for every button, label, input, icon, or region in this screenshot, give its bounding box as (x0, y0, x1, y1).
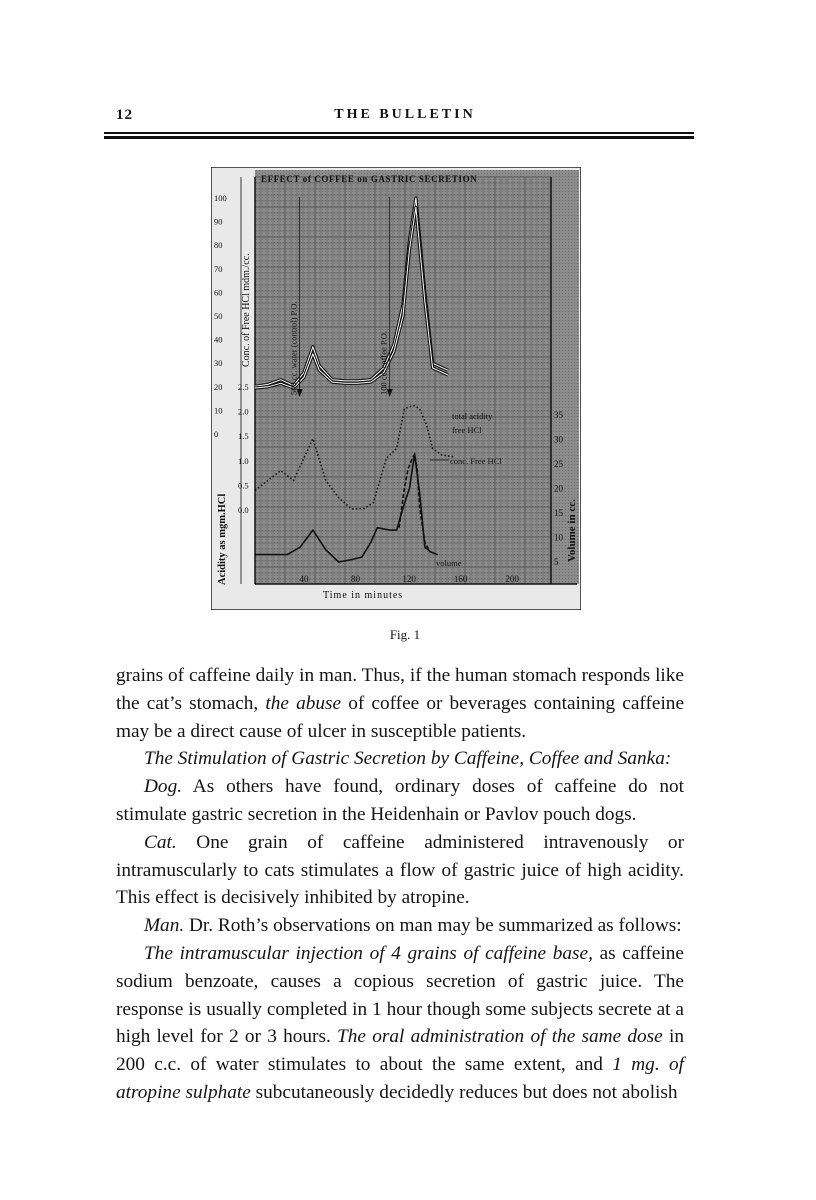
legend-label-free-hcl: free HCl (452, 425, 482, 435)
y-tick-label: 20 (214, 381, 223, 392)
y-right-tick-label: 10 (554, 532, 563, 543)
y-tick-label: 100 (214, 193, 227, 203)
header-rule-thin (104, 132, 694, 134)
y-inner-tick-label: 2.0 (238, 406, 249, 417)
legend-label-conc-free-hcl: conc. Free HCl (450, 456, 502, 466)
y-tick-label: 30 (214, 358, 223, 369)
legend-label-volume: volume (436, 558, 462, 568)
y-inner-tick-label: 2.5 (238, 382, 249, 392)
y-inner-tick-label: 0.0 (238, 505, 249, 515)
paragraph-man: Man. Dr. Roth’s observations on man may be summarized as follows: (144, 915, 682, 937)
x-tick-label: 200 (505, 574, 519, 584)
y-tick-label: 90 (214, 216, 223, 227)
x-axis-label: Time in minutes (323, 590, 404, 601)
paragraph-dog: Dog. As others have found, ordinary doses of caffeine do not stimulate gastric secretion in the Heidenhain or Pavlov pouch dogs. (116, 776, 684, 825)
figure-caption: Fig. 1 (389, 627, 421, 642)
y-axis-label-right: Volume in cc. (566, 499, 578, 562)
y-axis-label-inner: Conc. of Free HCl mdm./cc. (241, 253, 252, 367)
y-tick-label: 40 (214, 334, 223, 345)
y-tick-label: 10 (214, 405, 223, 416)
running-title: THE BULLETIN (334, 107, 476, 122)
y-right-tick-label: 20 (554, 483, 563, 494)
annotation-label: 500 cc. water (control) P.O. (288, 301, 299, 395)
chart-title: EFFECT of COFFEE on GASTRIC SECRETION (261, 174, 478, 184)
y-tick-label: 50 (214, 311, 223, 321)
y-right-tick-label: 35 (554, 410, 563, 420)
y-right-tick-label: 25 (554, 459, 563, 469)
y-right-tick-label: 5 (554, 557, 559, 567)
y-tick-label: 80 (214, 240, 223, 251)
y-inner-tick-label: 1.5 (238, 431, 249, 442)
y-tick-label: 70 (214, 263, 223, 274)
paragraph-injection: The intramuscular injection of 4 grains of caffeine base, as caffeine sodium benzoate, causes a copious secretion of gastric juice. The response is usually completed in 1 hour though some subjects secrete at a high level for 2 or 3 hours. The oral administration of the same dose in 200 c.c. of water stimulates to about the same extent, and 1 mg. of atropine sulphate subcutaneously decidedly reduces but does not abolish (116, 942, 684, 1103)
annotation-label: 100 cc. coffee P.O. (378, 330, 389, 395)
section-heading: The Stimulation of Gastric Secretion by Caffeine, Coffee and Sanka: (144, 748, 672, 770)
article-body (116, 662, 684, 1107)
page-number: 12 (116, 107, 133, 123)
y-axis-label-outer: Acidity as mgm.HCl (217, 493, 228, 585)
paragraph-1: grains of caffeine daily in man. Thus, if the human stomach responds like the cat’s stomach, the abuse of coffee or beverages containing caffeine may be a direct cause of ulcer in susceptible patients. (116, 665, 684, 742)
header-rule-thick (104, 136, 694, 139)
y-right-tick-label: 30 (554, 434, 563, 445)
figure-1 (211, 167, 581, 610)
legend-label-total-acidity: total acidity (452, 411, 493, 421)
y-right-tick-label: 15 (554, 508, 563, 518)
x-tick-label: 40 (299, 574, 309, 584)
x-tick-label: 160 (453, 574, 468, 584)
y-inner-tick-label: 1.0 (238, 455, 249, 466)
x-tick-label: 80 (350, 574, 360, 584)
y-inner-tick-label: 0.5 (238, 480, 249, 491)
paragraph-cat: Cat. One grain of caffeine administered intravenously or intramuscularly to cats stimulates a flow of gastric juice of high acidity. This effect is decisively inhibited by atropine. (116, 831, 684, 909)
page-header (116, 107, 694, 127)
y-tick-label: 60 (214, 287, 223, 298)
x-tick-label: 120 (402, 574, 416, 584)
gastric-secretion-chart (211, 167, 581, 610)
y-tick-label: 0 (214, 429, 219, 439)
